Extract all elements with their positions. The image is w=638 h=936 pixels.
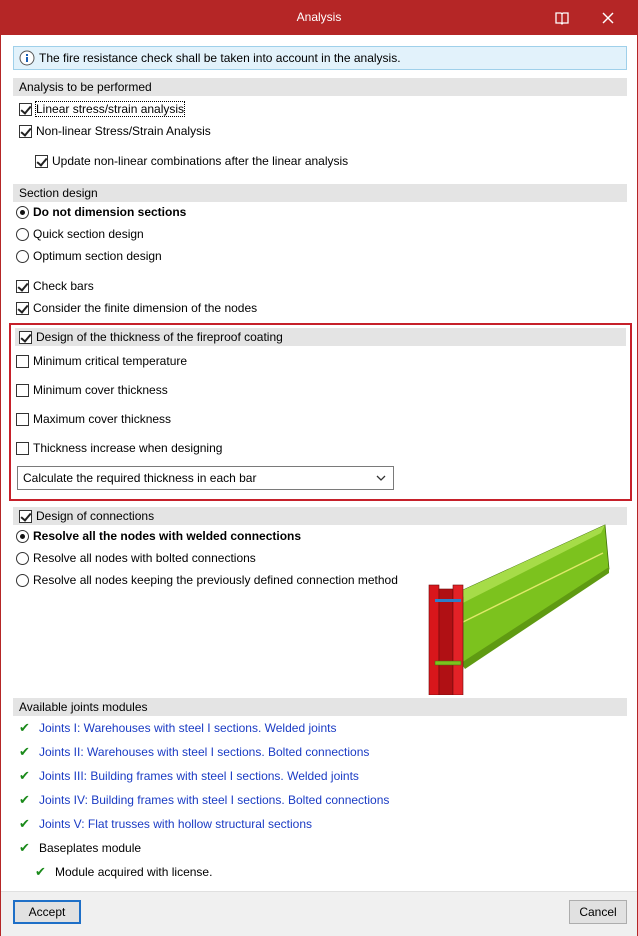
module-item[interactable] [19, 719, 336, 737]
module-link-joints-5[interactable]: Joints V: Flat trusses with hollow structural sections [39, 817, 312, 831]
thickness-increase-label: Thickness increase when designing [33, 441, 223, 455]
module-item[interactable] [19, 767, 359, 785]
thickness-method-select[interactable] [17, 466, 394, 490]
check-icon: ✔ [19, 744, 30, 759]
license-label: Module acquired with license. [55, 865, 213, 879]
info-text: The fire resistance check shall be taken into account in the analysis. [39, 51, 401, 65]
optimum-design-label: Optimum section design [33, 249, 162, 263]
finite-dimension-checkbox-row[interactable] [16, 299, 257, 317]
finite-dimension-label: Consider the finite dimension of the nodes [33, 301, 258, 315]
nonlinear-analysis-label: Non-linear Stress/Strain Analysis [36, 124, 211, 138]
module-item[interactable] [19, 743, 369, 761]
cancel-button[interactable] [569, 900, 627, 924]
bolted-radio[interactable] [16, 552, 29, 565]
thickness-method-value: Calculate the required thickness in each bar [23, 471, 257, 485]
quick-design-label: Quick section design [33, 227, 144, 241]
finite-dimension-checkbox[interactable] [16, 302, 29, 315]
quick-design-radio[interactable] [16, 228, 29, 241]
quick-design-radio-row[interactable] [16, 225, 144, 243]
info-banner [13, 46, 627, 70]
nonlinear-analysis-checkbox-row[interactable] [19, 122, 211, 140]
module-link-joints-4[interactable]: Joints IV: Building frames with steel I sections. Bolted connections [39, 793, 390, 807]
min-temp-label: Minimum critical temperature [33, 354, 188, 368]
fireproof-header-label: Design of the thickness of the fireproof coating [36, 330, 283, 344]
no-dimension-label: Do not dimension sections [33, 205, 187, 219]
min-cover-label: Minimum cover thickness [33, 383, 168, 397]
bolted-label: Resolve all nodes with bolted connections [33, 551, 256, 565]
check-icon: ✔ [19, 720, 30, 735]
cancel-label: Cancel [579, 905, 617, 919]
check-icon: ✔ [19, 768, 30, 783]
max-cover-checkbox-row[interactable] [16, 410, 171, 428]
min-cover-checkbox-row[interactable] [16, 381, 168, 399]
max-cover-label: Maximum cover thickness [33, 412, 172, 426]
window-title: Analysis [296, 10, 342, 24]
min-temp-checkbox-row[interactable] [16, 352, 187, 370]
optimum-design-radio[interactable] [16, 250, 29, 263]
update-nonlinear-checkbox[interactable] [35, 155, 48, 168]
module-link-joints-2[interactable]: Joints II: Warehouses with steel I sections. Bolted connections [39, 745, 370, 759]
module-item[interactable] [19, 791, 389, 809]
close-button[interactable] [585, 1, 631, 35]
update-nonlinear-checkbox-row[interactable] [35, 152, 348, 170]
dialog-footer [1, 891, 637, 936]
connections-header-label: Design of connections [36, 509, 155, 523]
help-book-button[interactable] [539, 1, 585, 35]
module-link-joints-1[interactable]: Joints I: Warehouses with steel I sections. Welded joints [39, 721, 337, 735]
baseplates-label: Baseplates module [39, 841, 142, 855]
check-bars-label: Check bars [33, 279, 94, 293]
min-temp-checkbox[interactable] [16, 355, 29, 368]
info-icon [19, 50, 35, 66]
module-license-row [35, 863, 212, 881]
connections-checkbox[interactable] [19, 510, 32, 523]
check-icon: ✔ [35, 864, 46, 879]
module-item-baseplates [19, 839, 141, 857]
analysis-section-header: Analysis to be performed [13, 78, 627, 96]
linear-analysis-label: Linear stress/strain analysis [36, 102, 185, 116]
no-dimension-radio-row[interactable] [16, 203, 186, 221]
welded-radio[interactable] [16, 530, 29, 543]
fireproof-checkbox[interactable] [19, 331, 32, 344]
accept-label: Accept [28, 905, 66, 919]
accept-button[interactable] [13, 900, 81, 924]
linear-analysis-checkbox[interactable] [19, 103, 32, 116]
previous-method-radio[interactable] [16, 574, 29, 587]
check-bars-checkbox[interactable] [16, 280, 29, 293]
optimum-design-radio-row[interactable] [16, 247, 162, 265]
previous-method-label: Resolve all nodes keeping the previously defined connection method [33, 573, 398, 587]
modules-header: Available joints modules [13, 698, 627, 716]
book-icon [555, 11, 569, 25]
previous-method-radio-row[interactable] [16, 571, 398, 589]
nonlinear-analysis-checkbox[interactable] [19, 125, 32, 138]
welded-label: Resolve all the nodes with welded connections [33, 529, 302, 543]
module-item[interactable] [19, 815, 312, 833]
close-icon [602, 12, 614, 24]
fireproof-header-row[interactable] [15, 328, 626, 346]
min-cover-checkbox[interactable] [16, 384, 29, 397]
module-link-joints-3[interactable]: Joints III: Building frames with steel I sections. Welded joints [39, 769, 359, 783]
chevron-down-icon [375, 472, 387, 484]
beam-column-illustration [425, 523, 611, 695]
title-bar [1, 1, 637, 35]
max-cover-checkbox[interactable] [16, 413, 29, 426]
welded-radio-row[interactable] [16, 527, 301, 545]
thickness-increase-checkbox-row[interactable] [16, 439, 222, 457]
linear-analysis-checkbox-row[interactable] [19, 100, 184, 118]
thickness-increase-checkbox[interactable] [16, 442, 29, 455]
check-icon: ✔ [19, 816, 30, 831]
check-bars-checkbox-row[interactable] [16, 277, 94, 295]
bolted-radio-row[interactable] [16, 549, 256, 567]
no-dimension-radio[interactable] [16, 206, 29, 219]
check-icon: ✔ [19, 792, 30, 807]
check-icon: ✔ [19, 840, 30, 855]
section-design-header: Section design [13, 184, 627, 202]
update-nonlinear-label: Update non-linear combinations after the linear analysis [52, 154, 349, 168]
